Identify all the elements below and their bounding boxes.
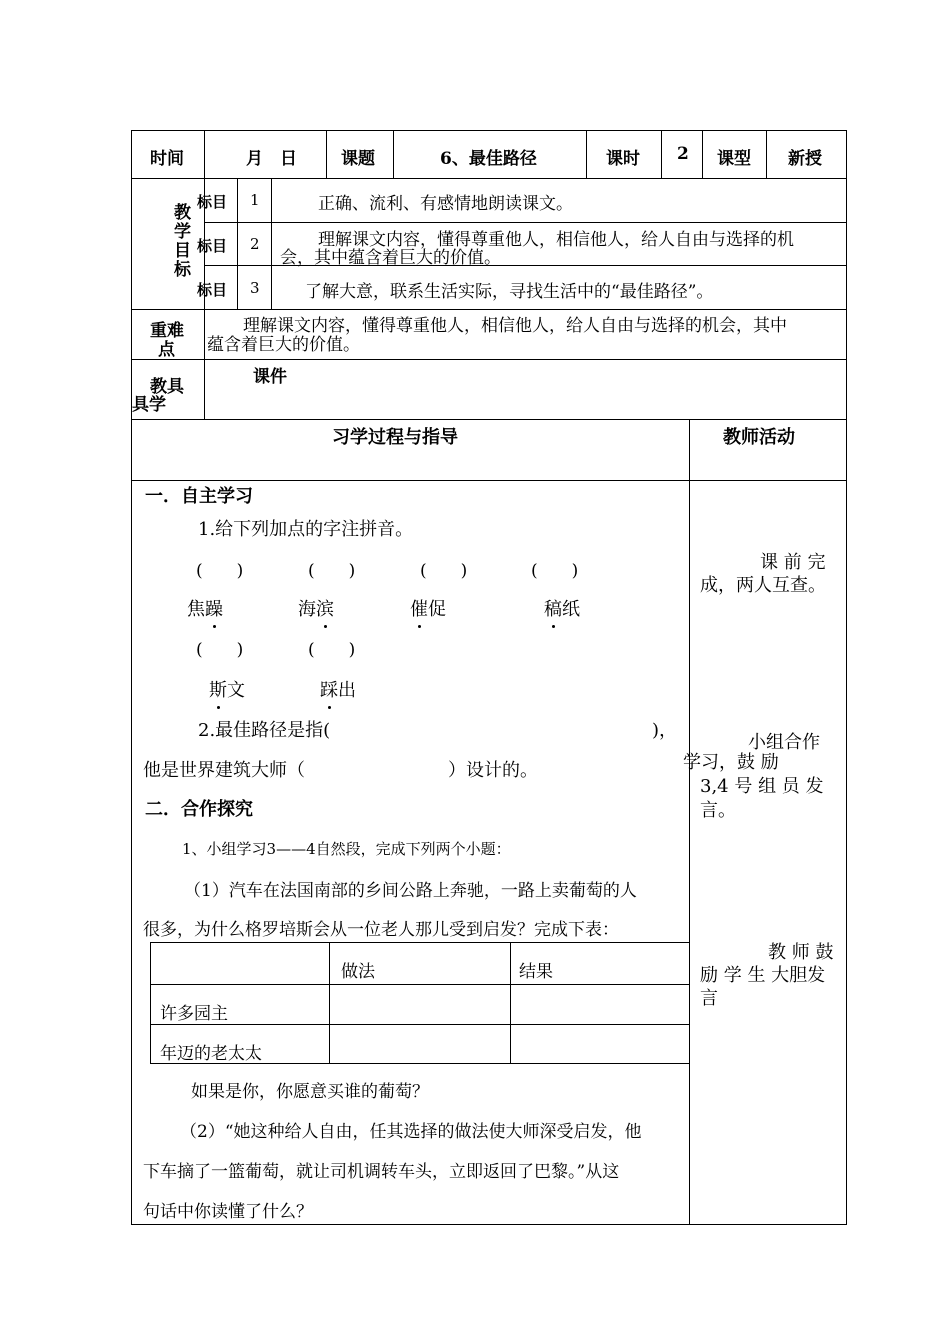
topic-label: 课题 (341, 149, 375, 169)
goal-2-text-line1: 理解课文内容，懂得尊重他人，相信他人，给人自由与选择的机 (318, 230, 794, 250)
table-header-method: 做法 (341, 962, 375, 982)
paren-6: ( ) (308, 640, 356, 660)
period-label: 课时 (606, 149, 640, 169)
q2-line2-start: 他是世界建筑大师（ (143, 760, 305, 781)
key-points-label-2: 点 (158, 340, 175, 360)
teacher-note1-line2: 成，两人互查。 (700, 575, 826, 596)
p1-text: 1、小组学习3——4自然段，完成下列两个小题： (182, 840, 511, 858)
paren-1: ( ) (196, 561, 244, 581)
period-value: 2 (677, 144, 689, 164)
topic-value: 6、最佳路径 (440, 149, 537, 169)
teacher-note3-line2: 励 学 生 大胆发 (700, 965, 826, 986)
word-cuicu: 催促 (410, 595, 446, 621)
type-value: 新授 (788, 149, 822, 169)
goals-section-label: 教学目标 (174, 203, 191, 280)
teacher-note3-line3: 言 (700, 988, 718, 1009)
p4-line3: 句话中你读懂了什么？ (143, 1202, 313, 1222)
q2-start: 2.最佳路径是指( (198, 720, 331, 741)
tools-value: 课件 (253, 367, 287, 387)
p2-line1: （1）汽车在法国南部的乡间公路上奔驰，一路上卖葡萄的人 (184, 881, 637, 901)
goal-3-label: 标目 (197, 281, 228, 299)
teacher-note2-line1: 小组合作 (748, 732, 820, 753)
table-row-1-label: 许多园主 (160, 1004, 228, 1024)
key-points-text-line2: 蕴含着巨大的价值。 (207, 335, 360, 355)
paren-5: ( ) (196, 640, 244, 660)
q2-end: )， (652, 720, 678, 741)
goal-1-label: 标目 (197, 193, 228, 211)
goal-1-num: 1 (250, 191, 260, 209)
p4-line1: （2）“她这种给人自由，任其选择的做法使大师深受启发，他 (180, 1122, 642, 1142)
teacher-note2-line2: 学习，鼓 励 (683, 752, 779, 773)
process-header-right: 教师活动 (723, 427, 795, 448)
teacher-note3-line1: 教 师 鼓 (768, 942, 834, 963)
goal-2-text-line2: 会，其中蕴含着巨大的价值。 (280, 248, 501, 268)
tools-label-2: 具学 (132, 395, 166, 415)
paren-2: ( ) (308, 561, 356, 581)
time-label: 时间 (150, 149, 184, 169)
goal-3-text: 了解大意，联系生活实际，寻找生活中的“最佳路径”。 (305, 282, 714, 302)
paren-4: ( ) (531, 561, 579, 581)
section2-title: 二．合作探究 (145, 799, 253, 820)
p2-line2: 很多，为什么格罗培斯会从一位老人那儿受到启发？完成下表： (143, 920, 619, 940)
table-header-result: 结果 (519, 962, 553, 982)
month-day: 月 日 (246, 149, 297, 169)
p4-line2: 下车摘了一篮葡萄，就让司机调转车头，立即返回了巴黎。”从这 (143, 1162, 620, 1182)
word-siwen: 斯文 (209, 676, 245, 702)
q1-text: 1.给下列加点的字注拼音。 (198, 519, 414, 540)
teacher-note2-line3: 3,4 号 组 员 发 (700, 776, 824, 797)
section1-title: 一．自主学习 (145, 486, 253, 507)
teacher-note1-line1: 课 前 完 (760, 552, 826, 573)
key-points-text-line1: 理解课文内容，懂得尊重他人，相信他人，给人自由与选择的机会，其中 (243, 316, 787, 336)
type-label: 课型 (717, 149, 751, 169)
tools-label-1: 教具 (150, 377, 184, 397)
teacher-note2-line4: 言。 (700, 800, 736, 821)
word-caichu: 踩出 (320, 676, 356, 702)
q2-line2-end: ）设计的。 (448, 760, 538, 781)
word-jiaozao: 焦躁 (187, 595, 223, 621)
paren-3: ( ) (420, 561, 468, 581)
word-haibin: 海滨 (298, 595, 334, 621)
goal-3-num: 3 (250, 279, 260, 297)
goal-1-text: 正确、流利、有感情地朗读课文。 (318, 194, 573, 214)
table-row-2-label: 年迈的老太太 (160, 1044, 262, 1064)
p3-text: 如果是你，你愿意买谁的葡萄？ (191, 1082, 429, 1102)
process-header-left: 习学过程与指导 (332, 427, 458, 448)
goal-2-num: 2 (250, 235, 260, 253)
goal-2-label: 标目 (197, 237, 228, 255)
key-points-label-1: 重难 (150, 321, 184, 341)
word-gaozhi: 稿纸 (544, 595, 580, 621)
